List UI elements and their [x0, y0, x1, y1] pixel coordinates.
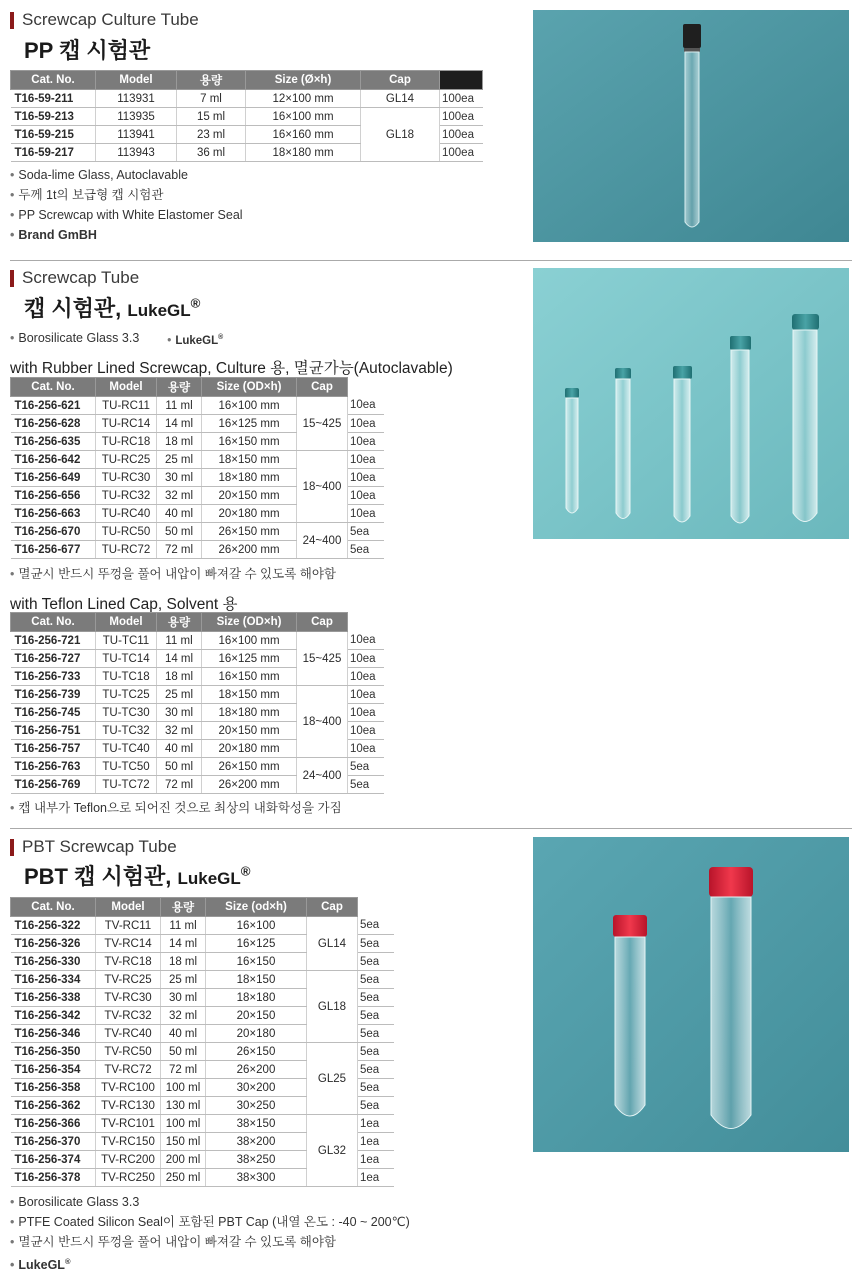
cat-no-cell: T16-256-330 [11, 953, 96, 971]
cat-no-cell: T16-59-215 [11, 126, 96, 144]
volume-cell: 40 ml [157, 740, 202, 758]
model-cell: TU-TC32 [96, 722, 157, 740]
volume-cell: 11 ml [157, 632, 202, 650]
column-header: 용량 [177, 71, 246, 90]
cat-no-cell: T16-256-649 [11, 469, 96, 487]
cat-no-cell: T16-256-334 [11, 971, 96, 989]
pack-cell: 1ea [358, 1133, 395, 1151]
model-cell: TU-TC72 [96, 776, 157, 794]
volume-cell: 30 ml [157, 469, 202, 487]
cat-no-cell: T16-256-677 [11, 541, 96, 559]
model-cell: TU-RC11 [96, 397, 157, 415]
column-header: Model [96, 613, 157, 632]
pack-cell: 10ea [348, 469, 385, 487]
size-cell: 20×180 mm [202, 505, 297, 523]
bullet: • Brand GmBH [10, 225, 243, 245]
size-cell: 20×150 mm [202, 722, 297, 740]
size-cell: 16×150 mm [202, 668, 297, 686]
model-cell: TU-RC14 [96, 415, 157, 433]
size-cell: 16×150 [206, 953, 307, 971]
cap-cell: 24~400 [297, 758, 348, 794]
pack-cell: 5ea [348, 758, 385, 776]
model-cell: TV-RC200 [96, 1151, 161, 1169]
volume-cell: 25 ml [157, 451, 202, 469]
table-row [11, 686, 385, 704]
column-header [348, 613, 385, 632]
column-header [440, 71, 483, 90]
pack-cell: 10ea [348, 451, 385, 469]
volume-cell: 11 ml [157, 397, 202, 415]
cap-cell: GL14 [361, 90, 440, 108]
section-divider [10, 828, 852, 829]
section-marker [10, 839, 14, 856]
column-header [358, 898, 395, 917]
volume-cell: 50 ml [161, 1043, 206, 1061]
column-header: Model [96, 898, 161, 917]
model-cell: TV-RC25 [96, 971, 161, 989]
volume-cell: 30 ml [157, 704, 202, 722]
cat-no-cell: T16-256-621 [11, 397, 96, 415]
brand-name: LukeGL [177, 869, 241, 888]
model-cell: TV-RC14 [96, 935, 161, 953]
cat-no-cell: T16-256-751 [11, 722, 96, 740]
column-header: Size (Ø×h) [246, 71, 361, 90]
column-header: Cat. No. [11, 898, 96, 917]
model-cell: 113941 [96, 126, 177, 144]
volume-cell: 14 ml [157, 650, 202, 668]
pack-cell: 1ea [358, 1169, 395, 1187]
cat-no-cell: T16-256-370 [11, 1133, 96, 1151]
cat-no-cell: T16-256-670 [11, 523, 96, 541]
column-header: Cap [361, 71, 440, 90]
volume-cell: 15 ml [177, 108, 246, 126]
cat-no-cell: T16-256-338 [11, 989, 96, 1007]
table-row [11, 1115, 395, 1133]
model-cell: TU-RC18 [96, 433, 157, 451]
column-header: Cap [297, 378, 348, 397]
cat-no-cell: T16-256-346 [11, 1025, 96, 1043]
brand-name: LukeGL [175, 334, 219, 347]
pack-cell: 10ea [348, 704, 385, 722]
section1-product-photo [533, 10, 849, 242]
size-cell: 18×150 mm [202, 686, 297, 704]
size-cell: 18×180 mm [202, 469, 297, 487]
model-cell: TU-RC30 [96, 469, 157, 487]
cat-no-cell: T16-256-342 [11, 1007, 96, 1025]
pack-cell: 5ea [348, 523, 385, 541]
cap-cell: GL18 [361, 108, 440, 162]
section2-title-ko [24, 292, 200, 323]
bullet: • 멸균시 반드시 뚜껑을 풀어 내압이 빠져갈 수 있도록 해야함 [10, 1232, 410, 1252]
model-cell: TU-RC50 [96, 523, 157, 541]
volume-cell: 50 ml [157, 758, 202, 776]
note: • 캡 내부가 Teflon으로 되어진 것으로 최상의 내화학성을 가짐 [10, 798, 342, 818]
section3-product-photo [533, 837, 849, 1152]
column-header: Cap [297, 613, 348, 632]
column-header: Cat. No. [11, 378, 96, 397]
size-cell: 38×200 [206, 1133, 307, 1151]
model-cell: TU-TC14 [96, 650, 157, 668]
brand-name: LukeGL [18, 1258, 65, 1273]
size-cell: 16×100 mm [202, 632, 297, 650]
size-cell: 18×150 mm [202, 451, 297, 469]
table-row [11, 917, 395, 935]
cat-no-cell: T16-256-635 [11, 433, 96, 451]
volume-cell: 100 ml [161, 1115, 206, 1133]
model-cell: 113931 [96, 90, 177, 108]
section-divider [10, 260, 852, 261]
cat-no-cell: T16-59-211 [11, 90, 96, 108]
model-cell: TU-TC50 [96, 758, 157, 776]
column-header: 용량 [161, 898, 206, 917]
pack-cell: 5ea [348, 541, 385, 559]
size-cell: 38×150 [206, 1115, 307, 1133]
cat-no-cell: T16-256-358 [11, 1079, 96, 1097]
cat-no-cell: T16-256-745 [11, 704, 96, 722]
column-header: Model [96, 378, 157, 397]
size-cell: 20×180 [206, 1025, 307, 1043]
pack-cell: 10ea [348, 397, 385, 415]
cat-no-cell: T16-256-757 [11, 740, 96, 758]
bullet-brand [10, 1252, 410, 1275]
column-header: 용량 [157, 613, 202, 632]
tube-illustration [533, 10, 849, 242]
size-cell: 26×200 [206, 1061, 307, 1079]
size-cell: 16×125 mm [202, 415, 297, 433]
size-cell: 16×150 mm [202, 433, 297, 451]
pack-cell: 5ea [358, 971, 395, 989]
model-cell: TV-RC30 [96, 989, 161, 1007]
size-cell: 26×200 mm [202, 776, 297, 794]
model-cell: TV-RC32 [96, 1007, 161, 1025]
volume-cell: 36 ml [177, 144, 246, 162]
cat-no-cell: T16-256-642 [11, 451, 96, 469]
pbt-table [10, 897, 394, 1187]
bullet: • PP Screwcap with White Elastomer Seal [10, 205, 243, 225]
section1-title-ko: PP 캡 시험관 [24, 38, 151, 63]
column-header: 용량 [157, 378, 202, 397]
section2-title-text: Screwcap Tube [22, 268, 140, 287]
cat-no-cell: T16-59-217 [11, 144, 96, 162]
model-cell: TV-RC101 [96, 1115, 161, 1133]
volume-cell: 14 ml [157, 415, 202, 433]
section2-subheading-rubber: with Rubber Lined Screwcap, Culture 용, 멸균가능(Autoclavable) [10, 360, 453, 377]
registered-mark: ® [218, 334, 224, 341]
pack-cell: 5ea [358, 953, 395, 971]
model-cell: TU-TC30 [96, 704, 157, 722]
registered-mark: ® [240, 863, 251, 879]
section2-product-photo [533, 268, 849, 539]
pack-cell: 10ea [348, 650, 385, 668]
cat-no-cell: T16-256-322 [11, 917, 96, 935]
cap-cell: 18~400 [297, 686, 348, 758]
table-row [11, 90, 483, 108]
section2-note1 [10, 564, 336, 584]
section2-title-en [10, 268, 139, 288]
bullet: • Borosilicate Glass 3.3 [10, 328, 139, 351]
table-row [11, 523, 385, 541]
volume-cell: 14 ml [161, 935, 206, 953]
section3-title-text: PBT Screwcap Tube [22, 837, 177, 856]
model-cell: TV-RC18 [96, 953, 161, 971]
cat-no-cell: T16-256-733 [11, 668, 96, 686]
cat-no-cell: T16-256-763 [11, 758, 96, 776]
size-cell: 16×160 mm [246, 126, 361, 144]
size-cell: 12×100 mm [246, 90, 361, 108]
volume-cell: 50 ml [157, 523, 202, 541]
volume-cell: 72 ml [157, 776, 202, 794]
cat-no-cell: T16-256-727 [11, 650, 96, 668]
pack-cell: 5ea [358, 1043, 395, 1061]
model-cell: TU-RC25 [96, 451, 157, 469]
cat-no-cell: T16-256-663 [11, 505, 96, 523]
title-ko-text: PBT 캡 시험관, [24, 864, 178, 889]
bullet: • Soda-lime Glass, Autoclavable [10, 165, 243, 185]
table-row [11, 108, 483, 126]
volume-cell: 72 ml [161, 1061, 206, 1079]
volume-cell: 11 ml [161, 917, 206, 935]
column-header: Cat. No. [11, 613, 96, 632]
size-cell: 30×250 [206, 1097, 307, 1115]
size-cell: 20×180 mm [202, 740, 297, 758]
cat-no-cell: T16-256-374 [11, 1151, 96, 1169]
size-cell: 18×180 mm [202, 704, 297, 722]
pack-cell: 10ea [348, 433, 385, 451]
pack-cell: 100ea [440, 90, 483, 108]
size-cell: 16×100 mm [202, 397, 297, 415]
model-cell: 113943 [96, 144, 177, 162]
pack-cell: 5ea [358, 1007, 395, 1025]
cat-no-cell: T16-256-769 [11, 776, 96, 794]
cat-no-cell: T16-256-350 [11, 1043, 96, 1061]
section-marker [10, 12, 14, 29]
pack-cell: 10ea [348, 668, 385, 686]
size-cell: 20×150 [206, 1007, 307, 1025]
size-cell: 30×200 [206, 1079, 307, 1097]
size-cell: 18×150 [206, 971, 307, 989]
model-cell: TV-RC72 [96, 1061, 161, 1079]
column-header [348, 378, 385, 397]
brand-name: LukeGL [127, 301, 191, 320]
size-cell: 18×180 [206, 989, 307, 1007]
size-cell: 18×180 mm [246, 144, 361, 162]
model-cell: TV-RC150 [96, 1133, 161, 1151]
model-cell: TV-RC40 [96, 1025, 161, 1043]
volume-cell: 32 ml [157, 722, 202, 740]
column-header: Cat. No. [11, 71, 96, 90]
pack-cell: 5ea [358, 1079, 395, 1097]
column-header: Size (OD×h) [202, 378, 297, 397]
volume-cell: 7 ml [177, 90, 246, 108]
table-row [11, 758, 385, 776]
bullet-brand [167, 328, 223, 351]
section3-bullets [10, 1192, 410, 1275]
volume-cell: 200 ml [161, 1151, 206, 1169]
table-row [11, 451, 385, 469]
volume-cell: 150 ml [161, 1133, 206, 1151]
size-cell: 26×150 [206, 1043, 307, 1061]
column-header: Size (OD×h) [202, 613, 297, 632]
pack-cell: 10ea [348, 722, 385, 740]
size-cell: 16×100 mm [246, 108, 361, 126]
cat-no-cell: T16-256-362 [11, 1097, 96, 1115]
model-cell: TU-RC72 [96, 541, 157, 559]
volume-cell: 25 ml [157, 686, 202, 704]
bullet: • PTFE Coated Silicon Seal이 포함된 PBT Cap (내열 온도 : -40 ~ 200℃) [10, 1212, 410, 1232]
volume-cell: 40 ml [157, 505, 202, 523]
cap-cell: 18~400 [297, 451, 348, 523]
pack-cell: 5ea [358, 917, 395, 935]
volume-cell: 23 ml [177, 126, 246, 144]
bullet: • 두께 1t의 보급형 캡 시험관 [10, 185, 243, 205]
tubes-illustration [533, 268, 849, 539]
model-cell: TU-RC32 [96, 487, 157, 505]
cat-no-cell: T16-256-656 [11, 487, 96, 505]
cap-cell: GL32 [307, 1115, 358, 1187]
section-marker [10, 270, 14, 287]
volume-cell: 30 ml [161, 989, 206, 1007]
volume-cell: 32 ml [161, 1007, 206, 1025]
section2-subheading-teflon: with Teflon Lined Cap, Solvent 용 [10, 596, 238, 613]
size-cell: 20×150 mm [202, 487, 297, 505]
size-cell: 26×150 mm [202, 523, 297, 541]
cap-cell: GL14 [307, 917, 358, 971]
section1-title-text: Screwcap Culture Tube [22, 10, 199, 29]
pack-cell: 5ea [358, 989, 395, 1007]
size-cell: 16×125 mm [202, 650, 297, 668]
section3-title-en [10, 837, 177, 857]
cap-cell: GL18 [307, 971, 358, 1043]
note: • 멸균시 반드시 뚜껑을 풀어 내압이 빠져갈 수 있도록 해야함 [10, 564, 336, 584]
model-cell: TV-RC50 [96, 1043, 161, 1061]
model-cell: TV-RC250 [96, 1169, 161, 1187]
cat-no-cell: T16-256-354 [11, 1061, 96, 1079]
cap-cell: 15~425 [297, 397, 348, 451]
model-cell: TU-TC18 [96, 668, 157, 686]
cat-no-cell: T16-256-739 [11, 686, 96, 704]
model-cell: TV-RC100 [96, 1079, 161, 1097]
volume-cell: 18 ml [157, 433, 202, 451]
pack-cell: 10ea [348, 740, 385, 758]
table-row [11, 971, 395, 989]
registered-mark: ® [190, 295, 201, 311]
section2-note2 [10, 798, 342, 818]
volume-cell: 25 ml [161, 971, 206, 989]
title-ko-text: 캡 시험관, [24, 296, 128, 321]
size-cell: 38×300 [206, 1169, 307, 1187]
size-cell: 26×150 mm [202, 758, 297, 776]
cap-cell: 15~425 [297, 632, 348, 686]
table-row [11, 632, 385, 650]
pack-cell: 100ea [440, 108, 483, 126]
section3-title-ko [24, 860, 250, 891]
model-cell: TU-TC11 [96, 632, 157, 650]
volume-cell: 100 ml [161, 1079, 206, 1097]
pack-cell: 10ea [348, 686, 385, 704]
pack-cell: 10ea [348, 505, 385, 523]
column-header: Model [96, 71, 177, 90]
size-cell: 26×200 mm [202, 541, 297, 559]
volume-cell: 40 ml [161, 1025, 206, 1043]
pack-cell: 5ea [358, 1061, 395, 1079]
volume-cell: 32 ml [157, 487, 202, 505]
teflon-cap-table [10, 612, 384, 794]
cap-cell: 24~400 [297, 523, 348, 559]
model-cell: TU-TC25 [96, 686, 157, 704]
volume-cell: 130 ml [161, 1097, 206, 1115]
volume-cell: 72 ml [157, 541, 202, 559]
cat-no-cell: T16-59-213 [11, 108, 96, 126]
cap-cell: GL25 [307, 1043, 358, 1115]
pack-cell: 1ea [358, 1115, 395, 1133]
column-header: Cap [307, 898, 358, 917]
rubber-cap-table [10, 377, 384, 559]
model-cell: 113935 [96, 108, 177, 126]
pack-cell: 100ea [440, 144, 483, 162]
section1-bullets [10, 165, 243, 245]
model-cell: TV-RC130 [96, 1097, 161, 1115]
table-row [11, 1043, 395, 1061]
volume-cell: 18 ml [157, 668, 202, 686]
column-header: Size (od×h) [206, 898, 307, 917]
model-cell: TU-RC40 [96, 505, 157, 523]
size-cell: 38×250 [206, 1151, 307, 1169]
cat-no-cell: T16-256-378 [11, 1169, 96, 1187]
volume-cell: 250 ml [161, 1169, 206, 1187]
model-cell: TV-RC11 [96, 917, 161, 935]
registered-mark: ® [64, 1257, 71, 1266]
cat-no-cell: T16-256-628 [11, 415, 96, 433]
model-cell: TU-TC40 [96, 740, 157, 758]
pack-cell: 5ea [358, 1025, 395, 1043]
pack-cell: 10ea [348, 632, 385, 650]
size-cell: 16×100 [206, 917, 307, 935]
pack-cell: 5ea [348, 776, 385, 794]
cat-no-cell: T16-256-366 [11, 1115, 96, 1133]
cat-no-cell: T16-256-721 [11, 632, 96, 650]
size-cell: 16×125 [206, 935, 307, 953]
pack-cell: 5ea [358, 1097, 395, 1115]
section1-table [10, 70, 483, 162]
table-row [11, 397, 385, 415]
pack-cell: 1ea [358, 1151, 395, 1169]
pack-cell: 10ea [348, 415, 385, 433]
section2-bullets [10, 328, 223, 351]
volume-cell: 18 ml [161, 953, 206, 971]
section1-title-en [10, 10, 199, 30]
pack-cell: 100ea [440, 126, 483, 144]
pbt-tubes-illustration [533, 837, 849, 1152]
pack-cell: 10ea [348, 487, 385, 505]
pack-cell: 5ea [358, 935, 395, 953]
bullet: • Borosilicate Glass 3.3 [10, 1192, 410, 1212]
cat-no-cell: T16-256-326 [11, 935, 96, 953]
